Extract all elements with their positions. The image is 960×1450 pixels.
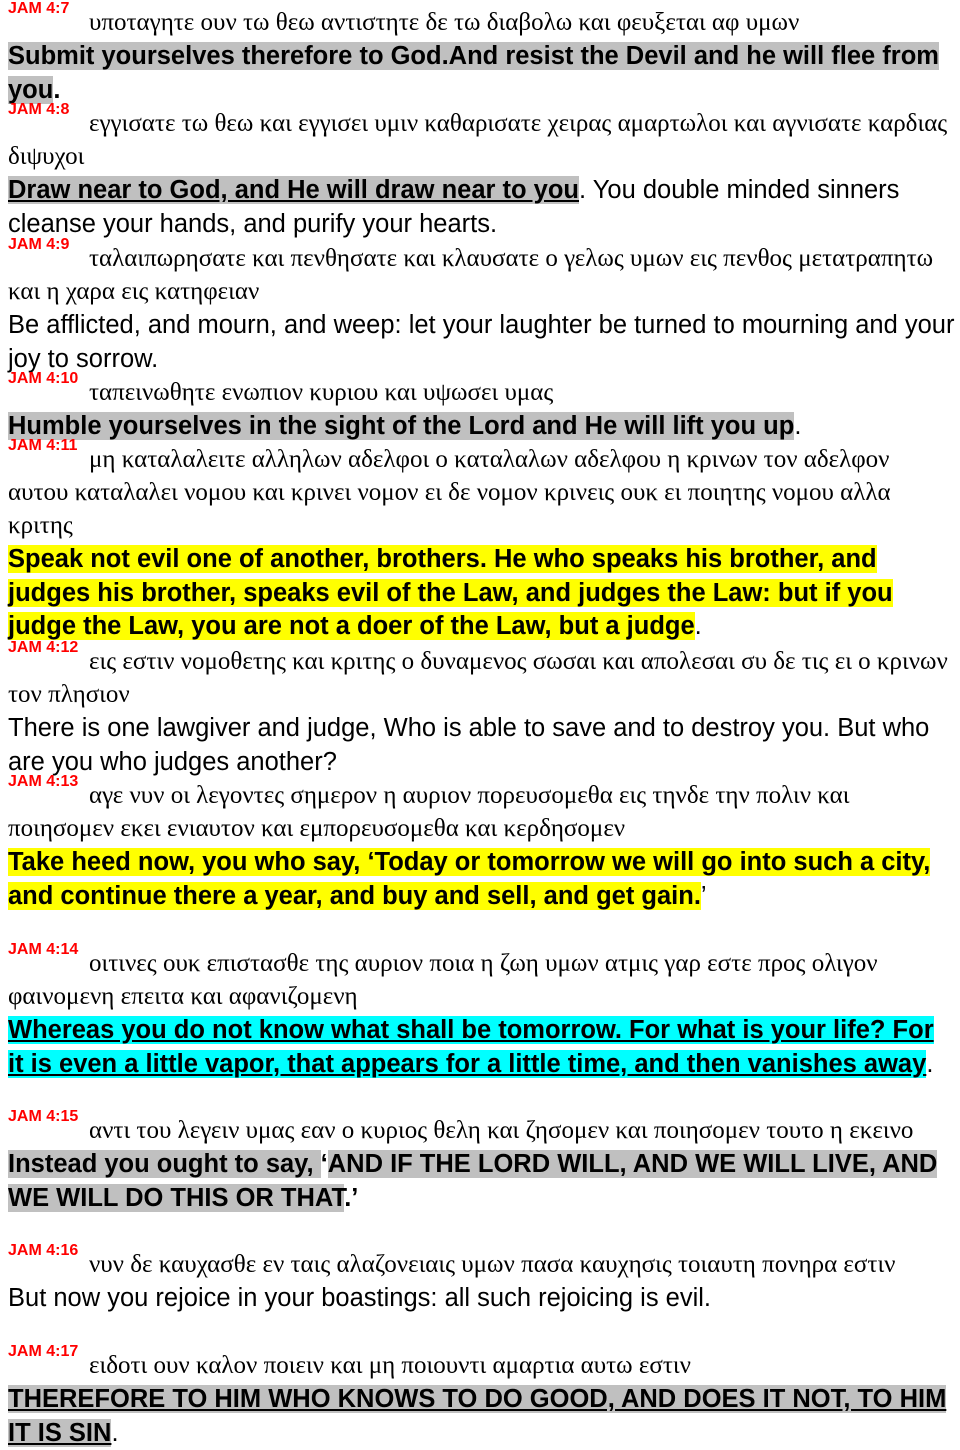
verse-jam-4-16 [8,1242,956,1316]
plain-text: . [794,412,802,440]
greek-text: εις εστιν νομοθετης και κριτης ο δυναμενος σωσαι και απολεσαι συ δε τις ει ο κρινων τον πλησιον [8,648,948,708]
plain-text: . [926,1049,934,1078]
plain-text: . You double minded sinners cleanse your hands, and purify your hearts. [8,176,900,238]
verse-reference: JAM 4:13 [8,773,79,790]
verse-jam-4-11 [8,437,956,644]
verse-reference: JAM 4:10 [8,370,79,387]
highlighted-text: Take heed now, you who say, ‘Today or tomorrow we will go into such a city, and continue there a year, and buy and sell, and get gain. [8,848,931,910]
english-text [8,308,956,376]
verse-jam-4-17 [8,1343,956,1450]
greek-text: αντι του λεγειν υμας εαν ο κυριος θελη και ζησομεν και ποιησομεν τουτο η εκεινο [89,1117,914,1144]
english-text [8,845,956,913]
english-text [8,1382,956,1450]
highlighted-text: Submit yourselves therefore to God.And resist the Devil and he will flee from you [8,42,939,104]
highlighted-text: Speak not evil one of another, brothers. He who speaks his brother, and judges his brother, speaks evil of the Law, and judges the Law: but if you judge the Law, you are not a doer of the Law, but a judge [8,545,893,640]
plain-text: . [53,75,61,104]
greek-text: νυν δε καυχασθε εν ταις αλαζονειαις υμων πασα καυχησις τοιαυτη πονηρα εστιν [89,1251,896,1278]
verse-reference: JAM 4:12 [8,639,79,656]
english-text [8,1281,956,1316]
greek-text: μη καταλαλειτε αλληλων αδελφοι ο καταλαλων αδελφου η κρινων τον αδελφον αυτου καταλαλει νομου και κρινει νομον ει δε νομον κρινεις ουκ ει ποιητης νομου αλλα κριτης [8,446,891,539]
verse-jam-4-9 [8,236,956,376]
greek-text: οιτινες ουκ επιστασθε της αυριον ποια η ζωη υμων ατμις γαρ εστε προς ολιγον φαινομενη επειτα και αφανιζομενη [8,950,878,1010]
plain-text: Be afflicted, and mourn, and weep: let your laughter be turned to mourning and your joy to sorrow. [8,311,955,373]
verse-jam-4-15 [8,1108,956,1215]
greek-text: υποταγητε ουν τω θεω αντιστητε δε τω διαβολω και φευξεται αφ υμων [89,9,800,36]
verse-jam-4-12 [8,639,956,779]
verse-reference: JAM 4:16 [8,1242,79,1259]
verse-reference: JAM 4:14 [8,941,79,958]
highlighted-text: AND IF THE LORD WILL, AND WE WILL LIVE, AND WE WILL DO THIS OR THAT [8,1150,938,1212]
plain-text: .’ [344,1183,359,1212]
highlighted-text: Whereas you do not know what shall be tomorrow. For what is your life? For it is even a little vapor, that appears for a little time, and then vanishes away [8,1016,934,1078]
verse-reference: JAM 4:11 [8,437,78,454]
greek-text: ταλαιπωρησατε και πενθησατε και κλαυσατε ο γελως υμων εις πενθος μετατραπητω και η χαρα εις κατηφειαν [8,245,934,305]
english-text [8,1013,956,1081]
highlighted-text: Humble yourselves in the sight of the Lord and He will lift you up [8,412,795,440]
verse-jam-4-10 [8,370,956,444]
greek-text: ταπεινωθητε ενωπιον κυριου και υψωσει υμας [89,379,554,406]
highlighted-text: THEREFORE TO HIM WHO KNOWS TO DO GOOD, AND DOES IT NOT, TO HIM IT IS SIN [8,1385,947,1447]
english-text [8,542,956,644]
verse-reference: JAM 4:7 [8,0,70,17]
verse-reference: JAM 4:17 [8,1343,79,1360]
highlighted-text: Draw near to God, and He will draw near to you [8,176,580,204]
verse-reference: JAM 4:15 [8,1108,79,1125]
verse-jam-4-13 [8,773,956,913]
verse-reference: JAM 4:8 [8,101,70,118]
greek-text: ειδοτι ουν καλον ποιειν και μη ποιουντι αμαρτια αυτω εστιν [89,1352,691,1379]
plain-text: ’ [700,881,707,910]
verse-jam-4-7 [8,0,956,107]
plain-text: ‘ [320,1150,328,1178]
plain-text: But now you rejoice in your boastings: all such rejoicing is evil. [8,1284,712,1312]
plain-text: . [694,612,702,640]
plain-text: There is one lawgiver and judge, Who is able to save and to destroy you. But who are you who judges another? [8,714,930,776]
english-text [8,1147,956,1215]
english-text [8,173,956,241]
greek-text: εγγισατε τω θεω και εγγισει υμιν καθαρισατε χειρας αμαρτωλοι και αγνισατε καρδιας διψυχοι [8,110,948,170]
english-text [8,39,956,107]
highlighted-text: Instead you ought to say, [8,1150,321,1178]
greek-text: αγε νυν οι λεγοντες σημερον η αυριον πορευσομεθα εις τηνδε την πολιν και ποιησομεν εκει ενιαυτον και εμπορευσομεθα και κερδησομεν [8,782,850,842]
verse-reference: JAM 4:9 [8,236,70,253]
verse-jam-4-8 [8,101,956,241]
verse-jam-4-14 [8,941,956,1081]
english-text [8,711,956,779]
plain-text: . [111,1418,119,1447]
